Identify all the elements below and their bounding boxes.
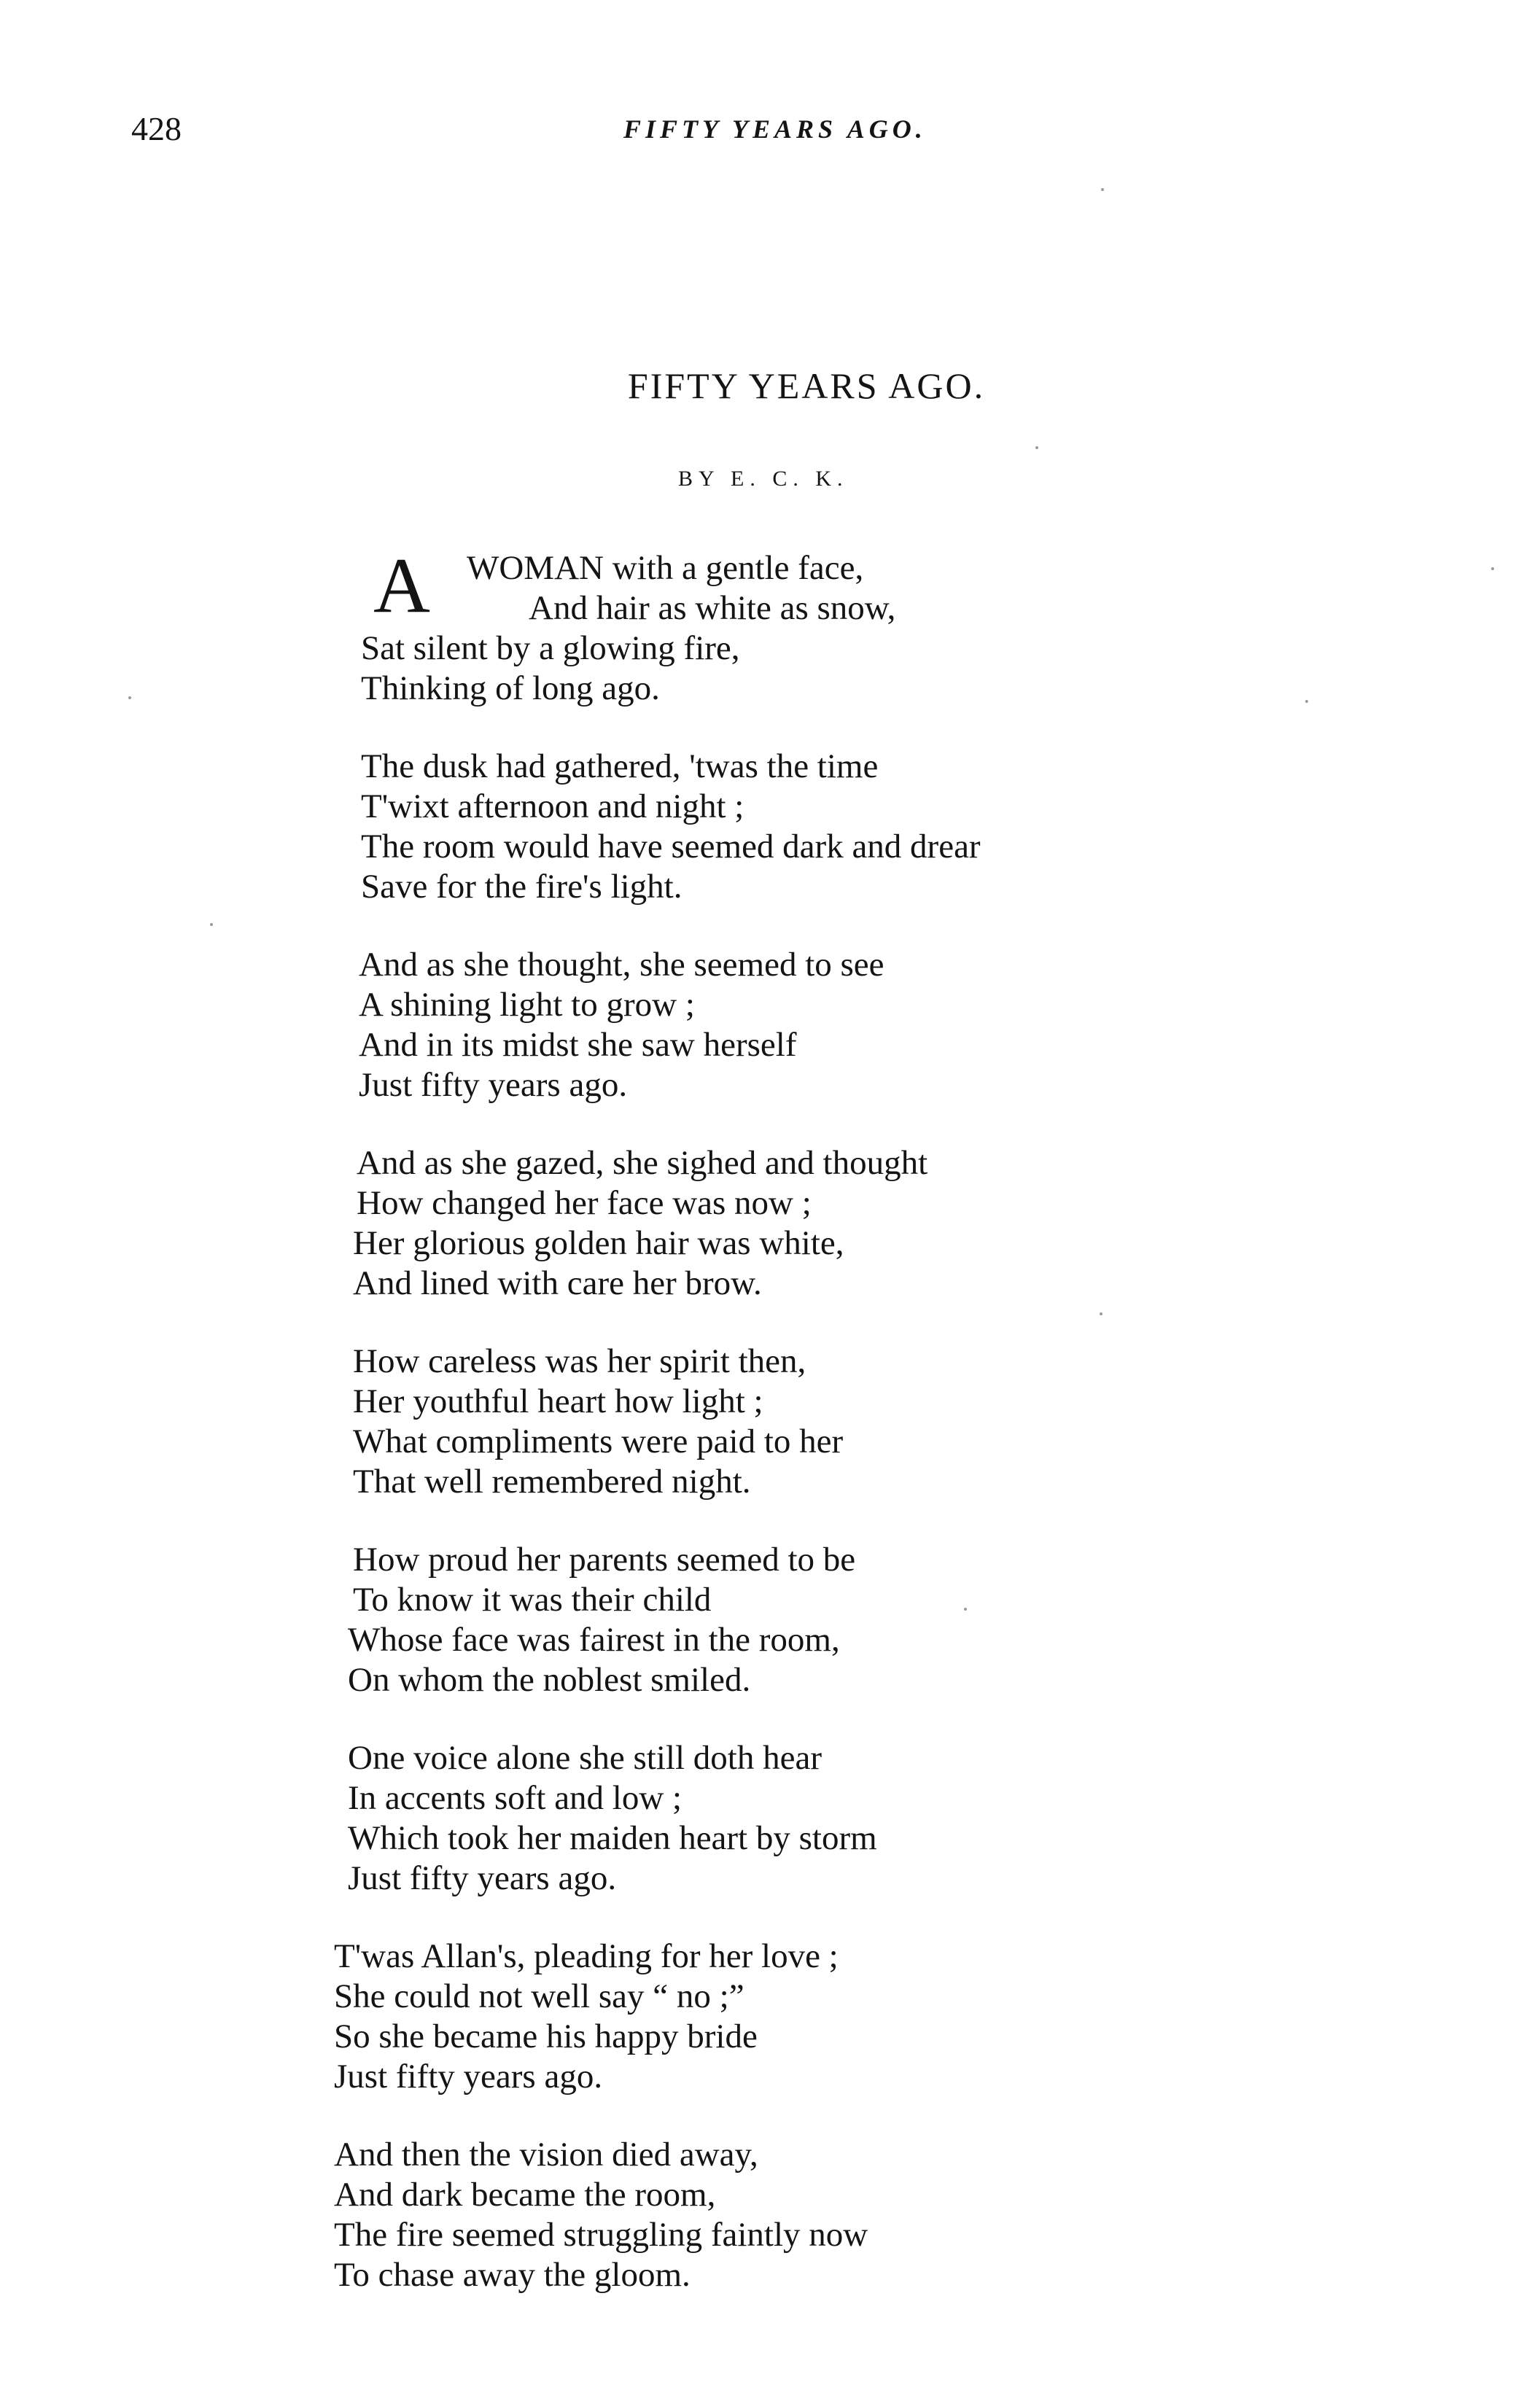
poem-line: The dusk had gathered, 'twas the time xyxy=(361,747,879,785)
poem-line-text: WOMAN with a gentle face, xyxy=(467,549,864,587)
stanza xyxy=(0,1143,1540,1304)
poem-body xyxy=(0,542,1540,2333)
poem-line: On whom the noblest smiled. xyxy=(348,1661,751,1699)
poem-line: Just fifty years ago. xyxy=(348,1859,617,1897)
poem-line: How careless was her spirit then, xyxy=(353,1342,806,1380)
print-speck xyxy=(1491,567,1494,570)
poem-line: And as she gazed, she sighed and thought xyxy=(357,1144,928,1182)
byline: BY E. C. K. xyxy=(678,467,849,491)
poem-line: To chase away the gloom. xyxy=(334,2256,691,2294)
print-speck xyxy=(210,923,213,926)
print-speck xyxy=(1305,700,1308,703)
poem-line: T'was Allan's, pleading for her love ; xyxy=(334,1937,839,1975)
running-title: FIFTY YEARS AGO. xyxy=(623,114,927,144)
poem-line: And then the vision died away, xyxy=(334,2136,758,2174)
stanza xyxy=(0,1540,1540,1700)
poem-line: Her youthful heart how light ; xyxy=(353,1382,763,1420)
poem-line: That well remembered night. xyxy=(353,1463,751,1501)
running-head xyxy=(131,109,970,160)
print-speck xyxy=(1101,188,1104,191)
stanza xyxy=(0,945,1540,1105)
drop-cap: A xyxy=(373,542,430,629)
poem-line: Save for the fire's light. xyxy=(361,868,682,906)
poem-line: One voice alone she still doth hear xyxy=(348,1739,822,1777)
poem-line: The room would have seemed dark and drear xyxy=(361,828,981,865)
print-speck xyxy=(128,696,131,699)
stanza xyxy=(0,1937,1540,2097)
poem-line: In accents soft and low ; xyxy=(348,1779,682,1817)
poem-line: And as she thought, she seemed to see xyxy=(359,946,884,984)
poem-line: What compliments were paid to her xyxy=(353,1423,844,1460)
poem-line: To know it was their child xyxy=(353,1581,712,1619)
poem-line: T'wixt afternoon and night ; xyxy=(361,787,744,825)
poem-line: She could not well say “ no ;” xyxy=(334,1977,744,2015)
poem-line: Just fifty years ago. xyxy=(334,2058,603,2095)
print-speck xyxy=(1100,1312,1102,1315)
poem-line: A shining light to grow ; xyxy=(359,986,695,1024)
stanza xyxy=(0,2135,1540,2295)
poem-line: How changed her face was now ; xyxy=(357,1184,812,1222)
page-number: 428 xyxy=(131,110,182,147)
poem-line: Thinking of long ago. xyxy=(361,669,660,707)
stanza xyxy=(0,542,1540,709)
stanza xyxy=(0,1738,1540,1899)
poem-line: And hair as white as snow, xyxy=(529,589,896,627)
print-speck xyxy=(1035,446,1038,449)
poem-line: The fire seemed struggling faintly now xyxy=(334,2216,868,2254)
poem-line: Whose face was fairest in the room, xyxy=(348,1621,840,1659)
stanza xyxy=(0,747,1540,907)
poem-line: Sat silent by a glowing fire, xyxy=(361,629,740,667)
poem-title-text: FIFTY YEARS AGO. xyxy=(627,365,986,406)
stanza xyxy=(0,1342,1540,1502)
poem-line: How proud her parents seemed to be xyxy=(353,1541,856,1579)
poem-line: Which took her maiden heart by storm xyxy=(348,1819,877,1857)
poem-line: So she became his happy bride xyxy=(334,2017,758,2055)
poem-line: Just fifty years ago. xyxy=(359,1066,628,1104)
poem-title xyxy=(0,365,1540,407)
poem-line: And dark became the room, xyxy=(334,2176,716,2214)
poem-line: Her glorious golden hair was white, xyxy=(353,1224,844,1262)
poem-line: And in its midst she saw herself xyxy=(359,1026,797,1064)
print-speck xyxy=(964,1608,967,1611)
poem-line: And lined with care her brow. xyxy=(353,1264,762,1302)
